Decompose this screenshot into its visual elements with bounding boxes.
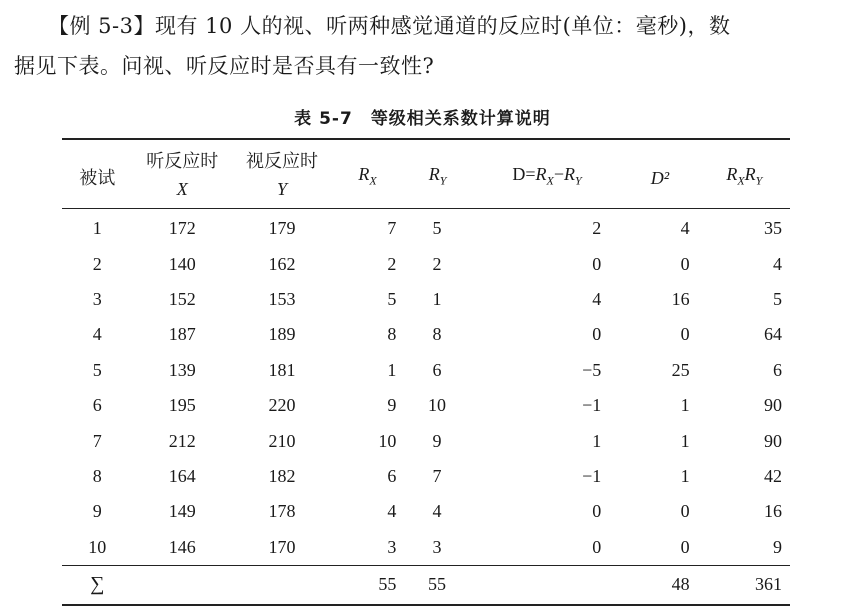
cell-subject: 5 bbox=[92, 359, 102, 380]
cell-d: −1 bbox=[582, 465, 602, 486]
table-row bbox=[62, 388, 790, 423]
total-label: ∑ bbox=[62, 565, 132, 605]
cell-ry: 3 bbox=[432, 536, 442, 557]
cell-d: −1 bbox=[582, 395, 602, 416]
cell-d: −5 bbox=[582, 359, 602, 380]
cell-subject: 8 bbox=[92, 465, 102, 486]
header-x-label: 听反应时 bbox=[132, 139, 232, 175]
cell-x: 149 bbox=[168, 501, 196, 522]
cell-rx: 9 bbox=[387, 395, 397, 416]
table-row bbox=[62, 209, 790, 247]
table-row bbox=[62, 423, 790, 458]
cell-x: 140 bbox=[168, 253, 196, 274]
cell-d2: 0 bbox=[680, 501, 690, 522]
total-rxry: 361 bbox=[698, 565, 790, 605]
problem-text-line-2: 据见下表。问视、听反应时是否具有一致性? bbox=[14, 54, 435, 78]
cell-x: 139 bbox=[168, 359, 196, 380]
table-caption bbox=[0, 104, 845, 129]
header-subject: 被试 bbox=[62, 139, 132, 209]
cell-y: 220 bbox=[268, 395, 296, 416]
cell-ry: 1 bbox=[432, 288, 442, 309]
cell-subject: 6 bbox=[92, 395, 102, 416]
header-d2: D² bbox=[621, 139, 697, 209]
cell-y: 182 bbox=[268, 465, 296, 486]
table-row bbox=[62, 459, 790, 494]
table-row bbox=[62, 494, 790, 529]
total-ry: 55 bbox=[402, 565, 471, 605]
cell-ry: 6 bbox=[432, 359, 442, 380]
table-number: 表 5-7 bbox=[294, 109, 353, 129]
cell-ry: 9 bbox=[432, 430, 442, 451]
cell-y: 178 bbox=[268, 501, 296, 522]
cell-d2: 0 bbox=[680, 536, 690, 557]
cell-y: 179 bbox=[268, 218, 296, 239]
cell-d: 2 bbox=[592, 218, 602, 239]
cell-ry: 5 bbox=[432, 218, 442, 239]
table-row bbox=[62, 246, 790, 281]
header-rx: $R_X$ bbox=[332, 139, 403, 209]
cell-rxry: 90 bbox=[764, 430, 782, 451]
cell-x: 195 bbox=[168, 395, 196, 416]
table-title: 等级相关系数计算说明 bbox=[370, 109, 551, 129]
cell-rx: 7 bbox=[387, 218, 397, 239]
cell-d2: 1 bbox=[680, 465, 690, 486]
cell-ry: 2 bbox=[432, 253, 442, 274]
cell-rx: 8 bbox=[387, 324, 397, 345]
cell-subject: 4 bbox=[92, 324, 102, 345]
table-row bbox=[62, 317, 790, 352]
header-x-symbol: X bbox=[132, 175, 232, 209]
cell-rx: 4 bbox=[387, 501, 397, 522]
cell-y: 162 bbox=[268, 253, 296, 274]
cell-d: 0 bbox=[592, 536, 602, 557]
cell-y: 170 bbox=[268, 536, 296, 557]
cell-subject: 1 bbox=[92, 218, 102, 239]
problem-text-line-1: 【例 5-3】现有 10 人的视、听两种感觉通道的反应时(单位：毫秒)，数 bbox=[48, 14, 731, 38]
cell-d: 4 bbox=[592, 288, 602, 309]
cell-rxry: 35 bbox=[764, 218, 782, 239]
cell-d2: 0 bbox=[680, 253, 690, 274]
rank-correlation-table bbox=[62, 138, 790, 606]
problem-statement bbox=[14, 6, 834, 86]
cell-rxry: 5 bbox=[773, 288, 782, 309]
cell-ry: 4 bbox=[432, 501, 442, 522]
cell-x: 152 bbox=[168, 288, 196, 309]
cell-subject: 7 bbox=[92, 430, 102, 451]
total-d2: 48 bbox=[621, 565, 697, 605]
cell-ry: 10 bbox=[428, 395, 447, 416]
header-d: $D=R_X-R_Y$ bbox=[472, 139, 622, 209]
table-row bbox=[62, 282, 790, 317]
cell-rxry: 64 bbox=[764, 324, 782, 345]
total-rx: 55 bbox=[332, 565, 403, 605]
cell-d2: 0 bbox=[680, 324, 690, 345]
cell-subject: 2 bbox=[92, 253, 102, 274]
cell-rx: 5 bbox=[387, 288, 397, 309]
cell-x: 172 bbox=[168, 218, 196, 239]
cell-d: 0 bbox=[592, 501, 602, 522]
header-y-symbol: Y bbox=[232, 175, 332, 209]
total-row bbox=[62, 565, 790, 605]
cell-subject: 10 bbox=[88, 536, 107, 557]
cell-rx: 10 bbox=[378, 430, 397, 451]
table-row bbox=[62, 353, 790, 388]
cell-d: 0 bbox=[592, 253, 602, 274]
cell-rxry: 16 bbox=[764, 501, 782, 522]
cell-d2: 16 bbox=[671, 288, 690, 309]
cell-rxry: 6 bbox=[773, 359, 782, 380]
cell-rxry: 90 bbox=[764, 395, 782, 416]
cell-d2: 1 bbox=[680, 430, 690, 451]
header-rxry: $R_XR_Y$ bbox=[698, 139, 790, 209]
cell-rx: 3 bbox=[387, 536, 397, 557]
cell-d: 0 bbox=[592, 324, 602, 345]
cell-ry: 7 bbox=[432, 465, 442, 486]
cell-y: 189 bbox=[268, 324, 296, 345]
cell-x: 164 bbox=[168, 465, 196, 486]
cell-d2: 25 bbox=[671, 359, 690, 380]
cell-x: 212 bbox=[168, 430, 196, 451]
cell-d2: 4 bbox=[680, 218, 690, 239]
cell-rx: 1 bbox=[387, 359, 397, 380]
cell-d: 1 bbox=[592, 430, 602, 451]
table-row bbox=[62, 530, 790, 566]
cell-rxry: 42 bbox=[764, 465, 782, 486]
cell-rx: 2 bbox=[387, 253, 397, 274]
header-ry: $R_Y$ bbox=[402, 139, 471, 209]
cell-rxry: 4 bbox=[773, 253, 782, 274]
cell-y: 210 bbox=[268, 430, 296, 451]
cell-subject: 3 bbox=[92, 288, 102, 309]
cell-x: 187 bbox=[168, 324, 196, 345]
cell-subject: 9 bbox=[92, 501, 102, 522]
cell-y: 153 bbox=[268, 288, 296, 309]
cell-d2: 1 bbox=[680, 395, 690, 416]
cell-rx: 6 bbox=[387, 465, 397, 486]
cell-rxry: 9 bbox=[773, 536, 782, 557]
header-y-label: 视反应时 bbox=[232, 139, 332, 175]
cell-ry: 8 bbox=[432, 324, 442, 345]
cell-x: 146 bbox=[168, 536, 196, 557]
cell-y: 181 bbox=[268, 359, 296, 380]
